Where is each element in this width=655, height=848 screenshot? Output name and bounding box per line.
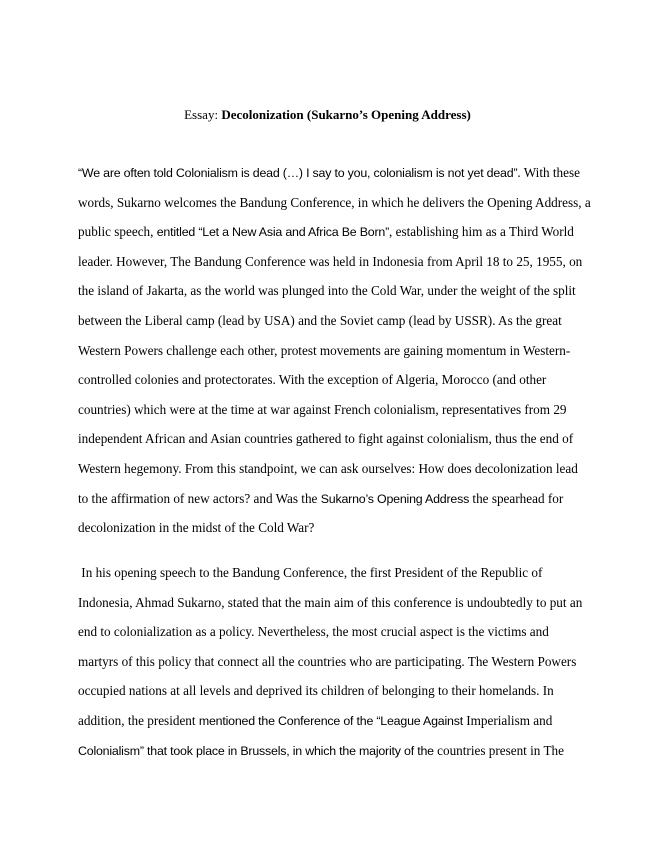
text-line: Indonesia, Ahmad Sukarno, stated that the main aim of this conference is undoubtedly to put an — [78, 594, 583, 610]
text-run: , establishing him as a Third World — [389, 224, 574, 240]
text-run: countries present in The — [433, 742, 564, 758]
sukarno-quote: “We are often told Colonialism is dead (…) I say to you, colonialism is not yet dead” — [78, 166, 518, 180]
text-run: to the affirmation of new actors? and Was the — [78, 490, 321, 506]
text-line — [78, 736, 588, 766]
text-line: controlled colonies and protectorates. With the exception of Algeria, Morocco (and other — [78, 372, 547, 388]
text-line: countries) which were at the time at war against French colonialism, representatives from 29 — [78, 401, 567, 417]
text-line — [78, 706, 588, 736]
speech-title: entitled “Let a New Asia and Africa Be Born” — [156, 225, 389, 240]
text-line — [78, 484, 588, 514]
text-line: martyrs of this policy that connect all the countries who are participating. The Western Powers — [78, 653, 577, 669]
conference-name-cont: Colonialism” that took place in Brussels, in which the majority of the — [78, 743, 434, 758]
essay-title — [0, 106, 655, 124]
text-line — [78, 158, 588, 188]
paragraph-intro — [78, 158, 591, 543]
title-prefix: Essay: — [184, 107, 222, 122]
text-run: public speech, — [78, 224, 157, 240]
text-line: Western Powers challenge each other, protest movements are gaining momentum in Western- — [78, 342, 571, 358]
text-run: the spearhead for — [469, 490, 564, 506]
address-title: Sukarno’s Opening Address — [320, 491, 470, 506]
text-line: In his opening speech to the Bandung Conference, the first President of the Republic of — [78, 565, 543, 580]
text-line — [78, 217, 588, 247]
text-line: occupied nations at all levels and deprived its children of belonging to their homelands. In — [78, 683, 554, 699]
text-run: addition, the president — [78, 712, 199, 728]
text-line: decolonization in the midst of the Cold War? — [78, 520, 315, 536]
text-line: the island of Jakarta, as the world was plunged into the Cold War, under the weight of the split — [78, 283, 576, 299]
text-line: independent African and Asian countries gathered to fight against colonialism, thus the end of — [78, 431, 574, 447]
text-line: leader. However, The Bandung Conference was held in Indonesia from April 18 to 25, 1955, on — [78, 253, 583, 269]
paragraph-body — [78, 558, 588, 765]
text-run: . With these — [517, 165, 580, 180]
text-line: between the Liberal camp (lead by USA) and the Soviet camp (lead by USSR). As the great — [78, 312, 562, 328]
text-line: Western hegemony. From this standpoint, we can ask ourselves: How does decolonization lead — [78, 460, 578, 476]
text-run: Imperialism and — [462, 712, 553, 728]
text-line: end to colonialization as a policy. Nevertheless, the most crucial aspect is the victims and — [78, 624, 549, 640]
title-main: Decolonization (Sukarno’s Opening Address) — [221, 107, 471, 122]
text-line: words, Sukarno welcomes the Bandung Conference, in which he delivers the Opening Address, a — [78, 194, 591, 210]
conference-name: mentioned the Conference of the “League Against — [198, 713, 463, 728]
